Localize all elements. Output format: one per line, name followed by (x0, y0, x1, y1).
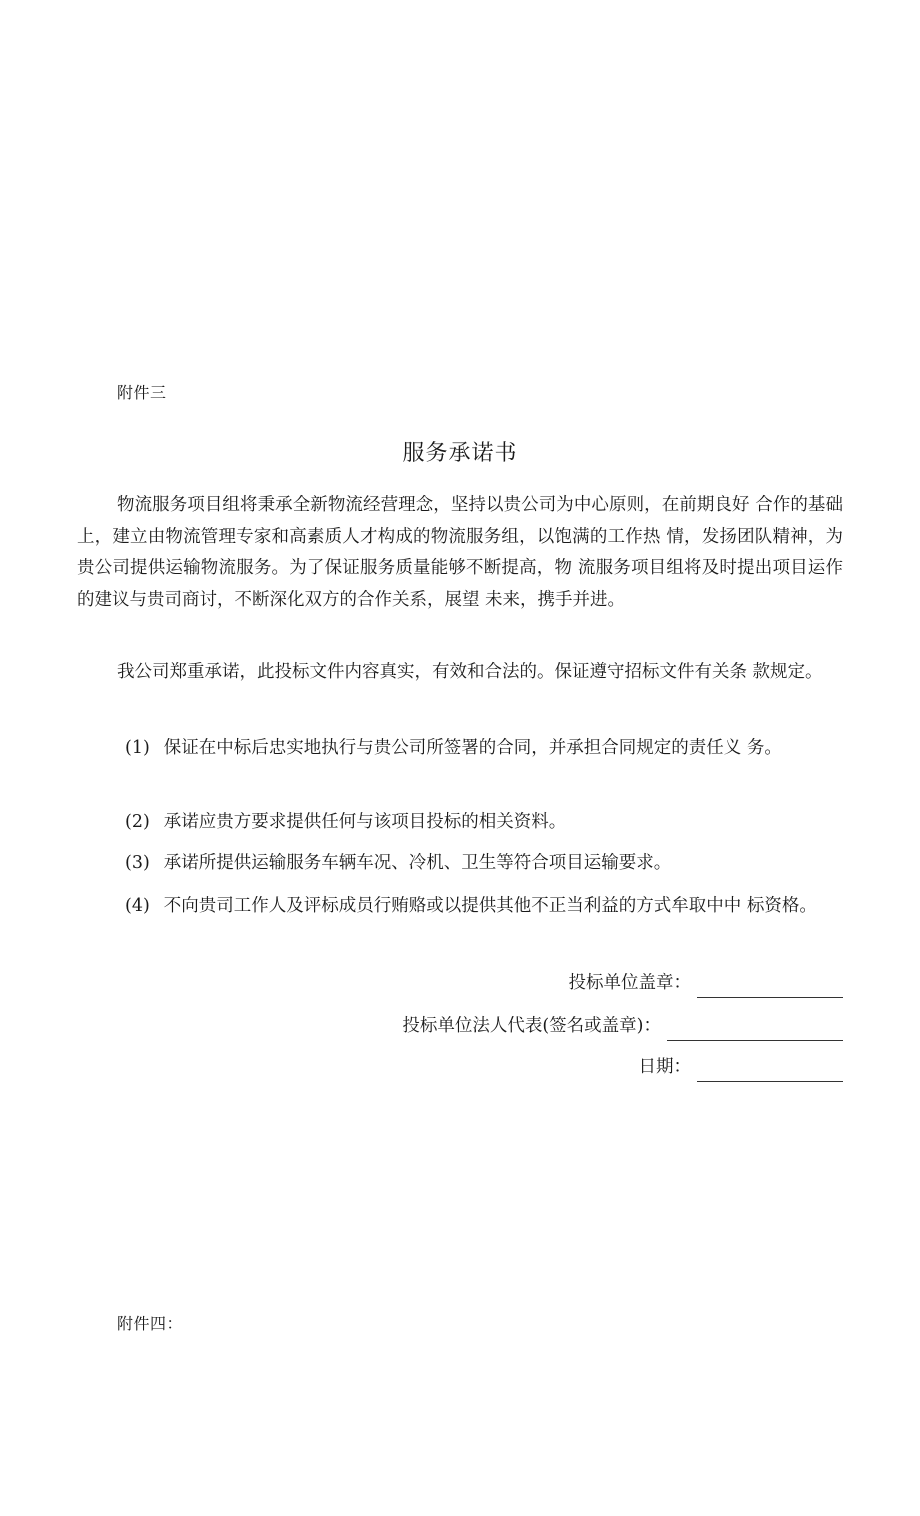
commitment-text: 保证在中标后忠实地执行与贵公司所签署的合同，并承担合同规定的责任义 务。 (163, 738, 782, 758)
document-title: 服务承诺书 (402, 441, 518, 466)
signature-date-line (639, 1052, 844, 1082)
commitment-number: (1) (125, 738, 150, 758)
commitment-number: (3) (125, 853, 150, 873)
seal-label: 投标单位盖章： (568, 973, 691, 993)
signature-seal-line (569, 968, 844, 998)
representative-blank-field[interactable] (667, 1020, 843, 1041)
commitment-text: 承诺应贵方要求提供任何与该项目投标的相关资料。 (163, 812, 567, 832)
commitment-number: (2) (125, 812, 150, 832)
commitment-item-2 (77, 807, 843, 839)
commitment-item-3 (77, 848, 843, 880)
representative-label: 投标单位法人代表(签名或盖章)： (402, 1016, 661, 1036)
attachment-4-label: 附件四： (117, 1314, 184, 1333)
commitment-text: 不向贵司工作人及评标成员行贿赂或以提供其他不正当利益的方式牟取中中 标资格。 (163, 896, 817, 916)
paragraph-commitment: 我公司郑重承诺，此投标文件内容真实，有效和合法的。保证遵守招标文件有关条 款规定。 (117, 662, 823, 682)
commitment-number: (4) (125, 896, 150, 916)
commitment-text: 承诺所提供运输服务车辆车况、冷机、卫生等符合项目运输要求。 (163, 853, 672, 873)
attachment-3-label: 附件三 (117, 383, 167, 402)
commitment-item-4 (77, 891, 843, 923)
signature-representative-line (402, 1011, 843, 1041)
date-blank-field[interactable] (697, 1061, 843, 1082)
seal-blank-field[interactable] (697, 977, 843, 998)
date-label: 日期： (638, 1057, 691, 1077)
commitment-item-1 (77, 733, 843, 765)
paragraph-intro: 物流服务项目组将秉承全新物流经营理念，坚持以贵公司为中心原则，在前期良好 合作的基础上，建立由物流管理专家和高素质人才构成的物流服务组，以饱满的工作热 情，发扬团队精神，为贵公司提供运输物流服务。为了保证服务质量能够不断提高，物 流服务项目组将及时提出项目运作的建议与贵司商讨，不断深化双方的合作关系，展望 未来，携手并进。 (77, 495, 843, 610)
